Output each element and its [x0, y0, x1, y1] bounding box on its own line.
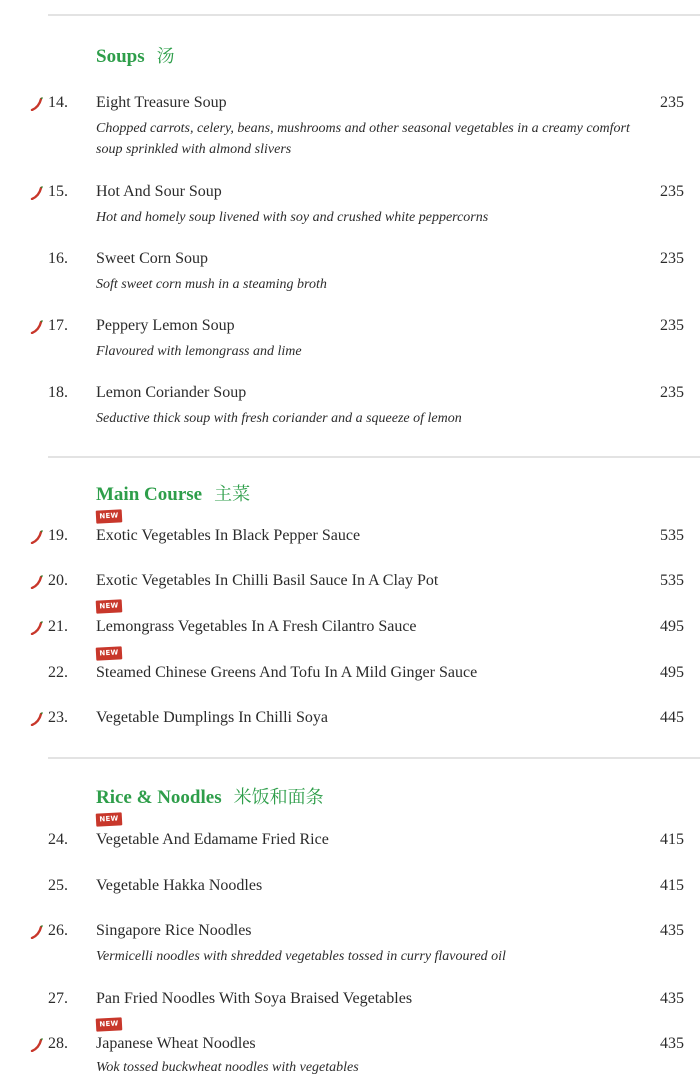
item-number: 14. [48, 94, 68, 111]
item-number: 21. [48, 618, 68, 635]
item-price: 235 [660, 94, 684, 111]
section-title-chinese: 米饭和面条 [233, 787, 324, 808]
item-description: Wok tossed buckwheat noodles with vegetables [96, 1060, 359, 1075]
new-badge: NEW [96, 646, 123, 660]
item-price: 415 [660, 831, 684, 848]
item-number: 16. [48, 250, 68, 267]
chili-icon [30, 186, 44, 200]
item-number: 19. [48, 527, 68, 544]
item-price: 235 [660, 183, 684, 200]
section-title-text: Main Course [96, 484, 203, 505]
item-price: 235 [660, 317, 684, 334]
chili-icon [30, 530, 44, 544]
section-title-chinese: 主菜 [214, 484, 251, 505]
item-name: Pan Fried Noodles With Soya Braised Vegetables [96, 990, 413, 1007]
item-name: Vegetable Dumplings In Chilli Soya [96, 709, 328, 726]
item-number: 25. [48, 877, 68, 894]
new-badge: NEW [96, 1017, 123, 1031]
item-price: 495 [660, 664, 684, 681]
section-divider [48, 456, 700, 458]
section-title-soups [96, 42, 175, 68]
item-name: Peppery Lemon Soup [96, 317, 235, 334]
item-description: Soft sweet corn mush in a steaming broth [96, 277, 327, 292]
section-divider [48, 14, 700, 16]
item-description: Vermicelli noodles with shredded vegetables tossed in curry flavoured oil [96, 949, 506, 964]
item-price: 495 [660, 618, 684, 635]
item-price: 535 [660, 572, 684, 589]
item-price: 445 [660, 709, 684, 726]
item-name: Sweet Corn Soup [96, 250, 208, 267]
item-price: 435 [660, 922, 684, 939]
section-title-rice-noodles [96, 783, 324, 809]
item-price: 435 [660, 990, 684, 1007]
new-badge: NEW [96, 812, 123, 826]
item-name: Singapore Rice Noodles [96, 922, 252, 939]
chili-icon [30, 925, 44, 939]
item-price: 415 [660, 877, 684, 894]
chili-icon [30, 97, 44, 111]
item-name: Eight Treasure Soup [96, 94, 227, 111]
item-name: Hot And Sour Soup [96, 183, 222, 200]
item-name: Exotic Vegetables In Chilli Basil Sauce In A Clay Pot [96, 572, 439, 589]
item-name: Japanese Wheat Noodles [96, 1035, 256, 1052]
chili-icon [30, 575, 44, 589]
item-price: 235 [660, 250, 684, 267]
section-title-main-course [96, 480, 250, 506]
new-badge: NEW [96, 509, 123, 523]
item-number: 17. [48, 317, 68, 334]
item-number: 26. [48, 922, 68, 939]
item-number: 24. [48, 831, 68, 848]
item-description: Hot and homely soup livened with soy and crushed white peppercorns [96, 210, 489, 225]
item-number: 15. [48, 183, 68, 200]
item-description: Chopped carrots, celery, beans, mushrooms and other seasonal vegetables in a creamy comfort soup sprinkled with almond slivers [96, 121, 630, 157]
section-divider [48, 757, 700, 759]
item-number: 23. [48, 709, 68, 726]
section-title-text: Soups [96, 46, 145, 67]
item-number: 28. [48, 1035, 68, 1052]
chili-icon [30, 712, 44, 726]
item-number: 27. [48, 990, 68, 1007]
item-name: Exotic Vegetables In Black Pepper Sauce [96, 527, 361, 544]
section-title-text: Rice & Noodles [96, 787, 222, 808]
chili-icon [30, 621, 44, 635]
item-name: Lemongrass Vegetables In A Fresh Cilantro Sauce [96, 618, 417, 635]
item-description: Seductive thick soup with fresh coriander and a squeeze of lemon [96, 411, 462, 426]
item-number: 22. [48, 664, 68, 681]
new-badge: NEW [96, 599, 123, 613]
item-name: Vegetable Hakka Noodles [96, 877, 263, 894]
item-name: Vegetable And Edamame Fried Rice [96, 831, 329, 848]
item-number: 20. [48, 572, 68, 589]
section-title-chinese: 汤 [156, 46, 175, 67]
chili-icon [30, 1038, 44, 1052]
item-name: Lemon Coriander Soup [96, 384, 247, 401]
item-name: Steamed Chinese Greens And Tofu In A Mild Ginger Sauce [96, 664, 478, 681]
item-number: 18. [48, 384, 68, 401]
item-price: 535 [660, 527, 684, 544]
item-price: 235 [660, 384, 684, 401]
item-price: 435 [660, 1035, 684, 1052]
item-description: Flavoured with lemongrass and lime [96, 344, 302, 359]
chili-icon [30, 320, 44, 334]
